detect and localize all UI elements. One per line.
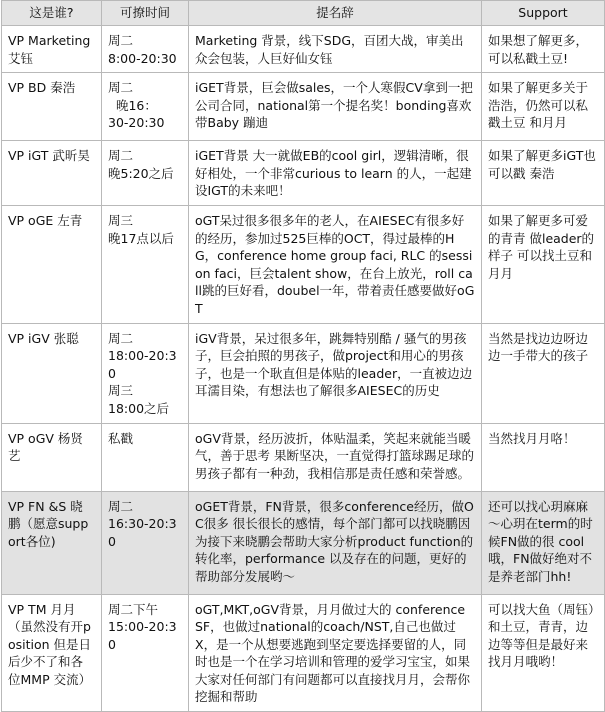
- table-row: [2, 205, 605, 323]
- nomination-cell: oGV背景，经历波折，体贴温柔，笑起来就能当暖气，善于思考 果断坚决，一直觉得打篮球踢足球的男孩子都有一种劲，我相信那是责任感和荣誉感。: [189, 423, 482, 491]
- who-cell: VP oGV 杨贤艺: [2, 423, 102, 491]
- time-cell: 周二 晚16： 30-20:30: [102, 73, 189, 141]
- header-support: Support: [482, 1, 605, 26]
- who-cell: VP BD 秦浩: [2, 73, 102, 141]
- nomination-cell: iGV背景，呆过很多年，跳舞特别酷 / 骚气的男孩子，巨会拍照的男孩子，做project和用心的男孩子，也是一个耿直但是体贴的leader，一直被边边耳濡目染，有想法也了解很多AIESEC的历史: [189, 323, 482, 423]
- nomination-cell: iGET背景 大一就做EB的cool girl，逻辑清晰，很好相处，一个非常curious to learn 的人，一起建设IGT的未来吧！: [189, 141, 482, 206]
- table-row: [2, 73, 605, 141]
- who-cell: VP Marketing 艾钰: [2, 26, 102, 73]
- table-row: [2, 594, 605, 712]
- table-row: [2, 141, 605, 206]
- time-cell: 周二 18:00-20:30 周三 18:00之后: [102, 323, 189, 423]
- header-nomination: 提名辞: [189, 1, 482, 26]
- header-time: 可撩时间: [102, 1, 189, 26]
- table-row: [2, 323, 605, 423]
- nomination-cell: oGT,MKT,oGV背景，月月做过大的 conference SF，也做过national的coach/NST,自己也做过X，是一个从想要逃跑到坚定要选择要留的人，同时也是一个在学习培训和管理的爱学习宝宝，如果大家对任何部门有问题都可以直接找月月，会帮你挖掘和帮助: [189, 594, 482, 712]
- header-who: 这是谁?: [2, 1, 102, 26]
- support-cell: 还可以找心玥麻麻～心玥在term的时候FN做的很 cool 哦，FN做好绝对不是养老部门hh!: [482, 491, 605, 594]
- who-cell: VP iGT 武昕昊: [2, 141, 102, 206]
- time-cell: 周三 晚17点以后: [102, 205, 189, 323]
- support-cell: 如果了解更多iGT也可以戳 秦浩: [482, 141, 605, 206]
- time-cell: 周二 8:00-20:30: [102, 26, 189, 73]
- nomination-cell: Marketing 背景，线下SDG，百团大战，审美出众会包装，人巨好仙女钰: [189, 26, 482, 73]
- table-row: [2, 26, 605, 73]
- time-cell: 周二 晚5:20之后: [102, 141, 189, 206]
- nomination-cell: oGET背景，FN背景，很多conference经历，做OC很多 很长很长的感情，每个部门都可以找晓鹏因为接下来晓鹏会帮助大家分析product function的转化率，performance 以及存在的问题，更好的帮助部分发展哟～: [189, 491, 482, 594]
- support-cell: 如果想了解更多，可以私戳土豆!: [482, 26, 605, 73]
- support-cell: 如果了解更多可爱的青青 做leader的样子 可以找土豆和月月: [482, 205, 605, 323]
- support-cell: 如果了解更多关于浩浩，仍然可以私戳土豆 和月月: [482, 73, 605, 141]
- who-cell: VP FN &S 晓鹏（愿意support各位): [2, 491, 102, 594]
- support-cell: 当然是找边边呀边边一手带大的孩子: [482, 323, 605, 423]
- time-cell: 周二 16:30-20:30: [102, 491, 189, 594]
- who-cell: VP TM 月月（虽然没有开position 但是日后少不了和各位MMP 交流）: [2, 594, 102, 712]
- table-row: [2, 423, 605, 491]
- nomination-cell: oGT呆过很多很多年的老人，在AIESEC有很多好的经历，参加过525巨棒的OCT，得过最棒的HG，conference home group faci, RLC 的session faci，巨会talent show，在台上放光，roll call跳的巨好看，doubel一年，带着责任感要做好oGT: [189, 205, 482, 323]
- who-cell: VP oGE 左青: [2, 205, 102, 323]
- time-cell: 周二下午 15:00-20:30: [102, 594, 189, 712]
- who-cell: VP iGV 张聪: [2, 323, 102, 423]
- support-cell: 当然找月月咯！: [482, 423, 605, 491]
- nomination-cell: iGET背景，巨会做sales，一个人寒假CV拿到一把公司合同，national第一个提名奖！bonding喜欢带Baby 蹦迪: [189, 73, 482, 141]
- nominee-table: [1, 0, 605, 712]
- header-row: [2, 1, 605, 26]
- time-cell: 私戳: [102, 423, 189, 491]
- support-cell: 可以找大鱼（周钰）和土豆，青青，边边等等但是最好来找月月哦哟！: [482, 594, 605, 712]
- table-row: [2, 491, 605, 594]
